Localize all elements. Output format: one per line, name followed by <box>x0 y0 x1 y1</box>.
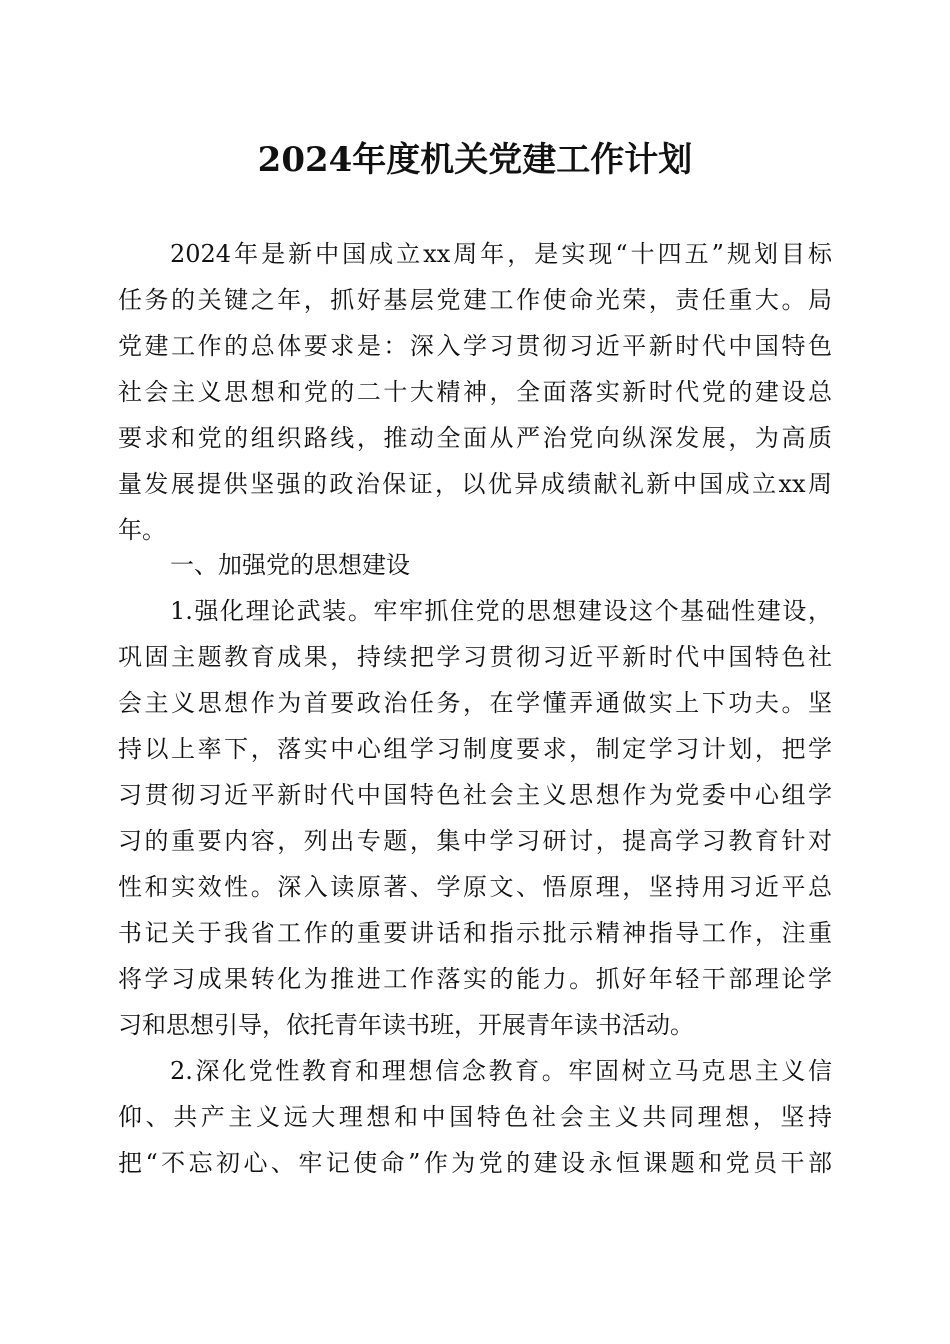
section-heading: 一、加强党的思想建设 <box>170 551 410 579</box>
item2-line: 把“不忘初心、牢记使命”作为党的建设永恒课题和党员干部 <box>118 1149 832 1177</box>
item1-line: 习的重要内容，列出专题，集中学习研讨，提高学习教育针对 <box>118 827 832 855</box>
item2-line: 2.深化党性教育和理想信念教育。牢固树立马克思主义信 <box>170 1057 832 1085</box>
item2-line: 仰、共产主义远大理想和中国特色社会主义共同理想，坚持 <box>118 1103 832 1131</box>
item1-line: 巩固主题教育成果，持续把学习贯彻习近平新时代中国特色社 <box>118 643 832 671</box>
intro-line: 社会主义思想和党的二十大精神，全面落实新时代党的建设总 <box>118 378 832 406</box>
item1-line: 书记关于我省工作的重要讲话和指示批示精神指导工作，注重 <box>118 919 832 947</box>
intro-line: 年。 <box>118 516 166 544</box>
intro-line: 任务的关键之年，抓好基层党建工作使命光荣，责任重大。局 <box>118 286 832 314</box>
document-title: 2024年度机关党建工作计划 <box>257 140 693 180</box>
intro-line: 要求和党的组织路线，推动全面从严治党向纵深发展，为高质 <box>118 424 832 452</box>
intro-line: 党建工作的总体要求是：深入学习贯彻习近平新时代中国特色 <box>118 332 832 360</box>
item1-line: 持以上率下，落实中心组学习制度要求，制定学习计划，把学 <box>118 735 832 763</box>
intro-line: 量发展提供坚强的政治保证，以优异成绩献礼新中国成立xx周 <box>118 470 832 498</box>
item1-line: 将学习成果转化为推进工作落实的能力。抓好年轻干部理论学 <box>118 965 832 993</box>
item1-line: 会主义思想作为首要政治任务，在学懂弄通做实上下功夫。坚 <box>118 689 832 717</box>
item1-line: 习贯彻习近平新时代中国特色社会主义思想作为党委中心组学 <box>118 781 832 809</box>
item1-line: 习和思想引导，依托青年读书班，开展青年读书活动。 <box>118 1011 694 1039</box>
item1-line: 1.强化理论武装。牢牢抓住党的思想建设这个基础性建设， <box>170 597 832 625</box>
intro-line: 2024年是新中国成立xx周年，是实现“十四五”规划目标 <box>170 240 832 268</box>
item1-line: 性和实效性。深入读原著、学原文、悟原理，坚持用习近平总 <box>118 873 832 901</box>
